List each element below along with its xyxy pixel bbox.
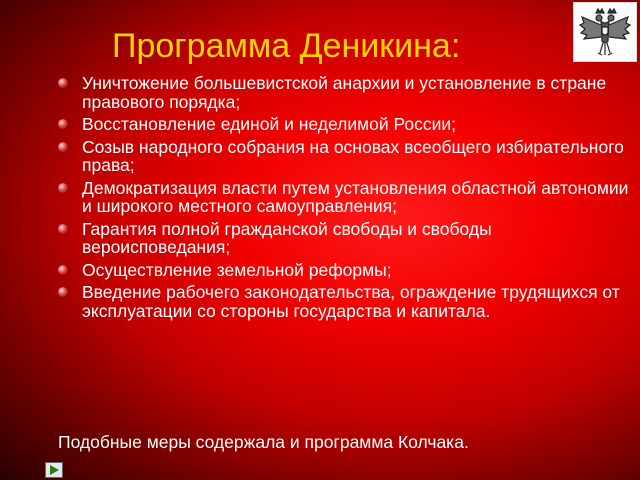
slide-title: Программа Деникина: — [112, 27, 461, 65]
point-text: Созыв народного собрания на основах всеобщего избирательного права; — [82, 136, 624, 175]
point-text: Гарантия полной гражданской свободы и свободы вероисповедания; — [82, 218, 492, 257]
point-text: Демократизация власти путем установления областной автономии и широкого местного самоуправления; — [82, 177, 629, 216]
bullet-icon — [58, 142, 68, 152]
next-slide-button[interactable] — [45, 462, 63, 478]
list-item — [58, 283, 632, 320]
list-item — [58, 220, 632, 257]
bullet-icon — [58, 265, 68, 275]
footer-text: Подобные меры содержала и программа Колчака. — [58, 432, 469, 452]
list-item — [58, 74, 632, 111]
list-item — [58, 179, 632, 216]
bullet-icon — [58, 78, 68, 88]
bullet-icon — [58, 287, 68, 297]
bullet-icon — [58, 119, 68, 129]
list-item — [58, 261, 632, 280]
point-text: Введение рабочего законодательства, ограждение трудящихся от эксплуатации со стороны государства и капитала. — [82, 282, 620, 321]
double-headed-eagle-icon — [573, 2, 637, 62]
point-text: Осуществление земельной реформы; — [82, 259, 392, 280]
bullet-icon — [58, 183, 68, 193]
play-arrow-icon — [48, 464, 60, 476]
program-points-list — [58, 74, 632, 324]
point-text: Уничтожение большевистской анархии и установление в стране правового порядка; — [82, 73, 607, 112]
list-item — [58, 115, 632, 134]
point-text: Восстановление единой и неделимой России; — [82, 114, 457, 134]
list-item — [58, 138, 632, 175]
bullet-icon — [58, 224, 68, 234]
